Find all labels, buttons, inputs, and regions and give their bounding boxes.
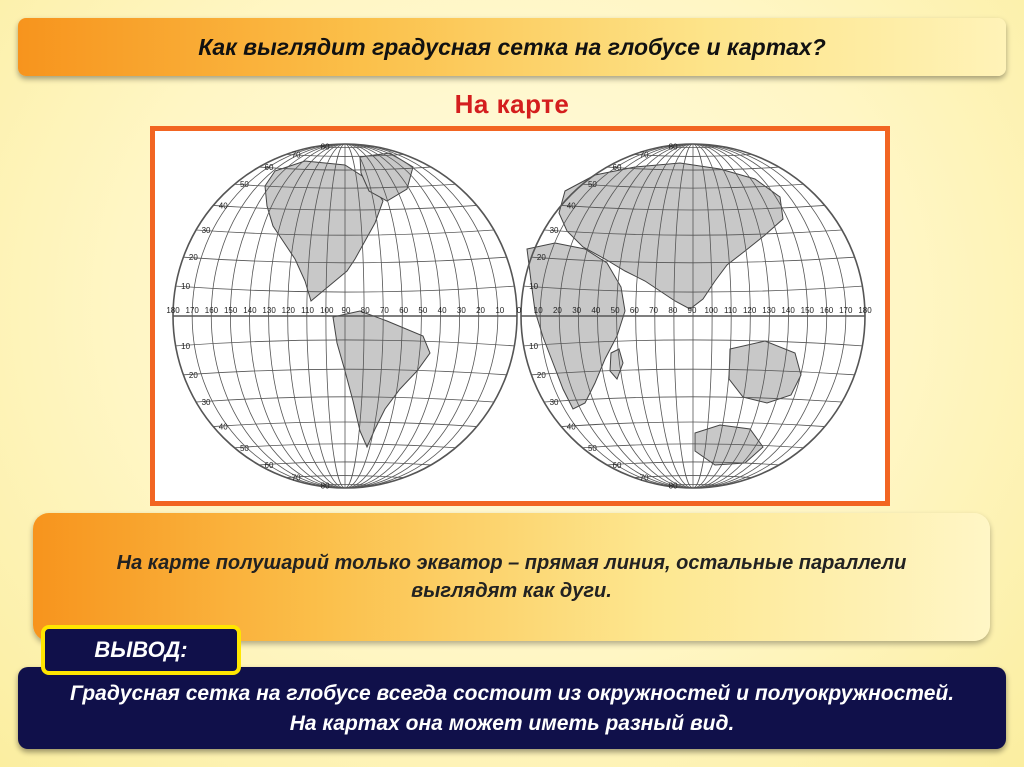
latitude-label: 50 (239, 443, 249, 453)
latitude-label: 80 (668, 481, 678, 491)
latitude-label: 80 (320, 142, 330, 152)
latitude-label: 70 (291, 150, 301, 160)
latitude-label: 30 (201, 226, 211, 235)
latitude-label: 30 (201, 398, 211, 407)
latitude-label: 10 (529, 341, 539, 351)
longitude-label: 20 (476, 306, 486, 315)
note-text: На карте полушарий только экватор – прямая линия, остальные параллели выглядят как дуги. (116, 552, 907, 602)
longitude-label: 50 (418, 306, 428, 315)
longitude-label: 70 (649, 306, 659, 315)
longitude-label: 170 (839, 306, 853, 315)
longitude-label: 90 (341, 306, 351, 315)
longitude-label: 60 (629, 306, 639, 315)
longitude-label: 140 (781, 306, 795, 315)
latitude-label: 60 (264, 163, 274, 173)
slide-subtitle: На карте (454, 89, 570, 119)
longitude-label: 30 (456, 306, 466, 315)
latitude-label: 10 (181, 282, 191, 292)
latitude-label: 30 (549, 226, 559, 235)
latitude-label: 20 (188, 253, 198, 263)
latitude-label: 50 (239, 180, 249, 190)
longitude-label: 0 (516, 306, 522, 315)
latitude-label: 50 (587, 180, 597, 190)
conclusion-label-text: ВЫВОД: (94, 637, 188, 662)
latitude-label: 70 (639, 473, 649, 483)
africa-shape (527, 243, 625, 409)
title-bar (18, 18, 1006, 76)
latitude-label: 30 (549, 398, 559, 407)
latitude-label: 80 (668, 142, 678, 152)
longitude-label: 40 (591, 306, 601, 315)
longitude-label: 80 (360, 306, 370, 315)
note-box (33, 513, 990, 641)
longitude-label: 100 (320, 306, 334, 315)
longitude-label: 150 (800, 306, 815, 315)
longitude-label: 10 (533, 306, 543, 315)
longitude-label: 110 (724, 306, 737, 315)
latitude-label: 40 (218, 201, 228, 211)
longitude-label: 100 (704, 306, 718, 315)
latitude-label: 20 (188, 370, 198, 380)
longitude-label: 150 (223, 306, 238, 315)
latitude-label: 60 (612, 460, 622, 470)
latitude-label: 60 (612, 163, 622, 173)
longitude-label: 160 (819, 306, 834, 315)
longitude-label: 180 (166, 306, 180, 315)
longitude-label: 180 (858, 306, 872, 315)
longitude-label: 80 (668, 306, 678, 315)
longitude-label: 130 (762, 306, 776, 315)
latitude-label: 80 (320, 481, 330, 491)
slide-title: Как выглядит градусная сетка на глобусе и картах? (198, 33, 826, 60)
latitude-label: 40 (218, 422, 228, 432)
latitude-label: 50 (587, 443, 597, 453)
latitude-label: 70 (291, 473, 301, 483)
latitude-label: 70 (639, 150, 649, 160)
hemispheres-map (150, 126, 890, 506)
longitude-label: 20 (552, 306, 562, 315)
longitude-label: 60 (399, 306, 409, 315)
conclusion-label (41, 625, 241, 675)
longitude-label: 40 (437, 306, 447, 315)
conclusion-box (18, 667, 1006, 749)
latitude-label: 10 (529, 282, 539, 292)
south-america-shape (333, 311, 430, 447)
longitude-label: 90 (687, 306, 697, 315)
longitude-label: 50 (610, 306, 620, 315)
latitude-label: 20 (536, 253, 546, 263)
longitude-label: 170 (185, 306, 199, 315)
latitude-label: 60 (264, 460, 274, 470)
longitude-label: 70 (379, 306, 389, 315)
longitude-label: 110 (301, 306, 314, 315)
latitude-label: 20 (536, 370, 546, 380)
latitude-label: 10 (181, 341, 191, 351)
latitude-label: 40 (566, 422, 576, 432)
hemispheres-map-svg (155, 131, 885, 501)
conclusion-text: Градусная сетка на глобусе всегда состоит из окружностей и полуокружностей. На картах она может иметь разный вид. (69, 682, 955, 735)
longitude-label: 120 (742, 306, 757, 315)
longitude-label: 130 (262, 306, 276, 315)
longitude-label: 160 (204, 306, 219, 315)
longitude-label: 30 (572, 306, 582, 315)
longitude-label: 140 (243, 306, 257, 315)
longitude-label: 120 (281, 306, 296, 315)
longitude-label: 10 (495, 306, 505, 315)
latitude-label: 40 (566, 201, 576, 211)
